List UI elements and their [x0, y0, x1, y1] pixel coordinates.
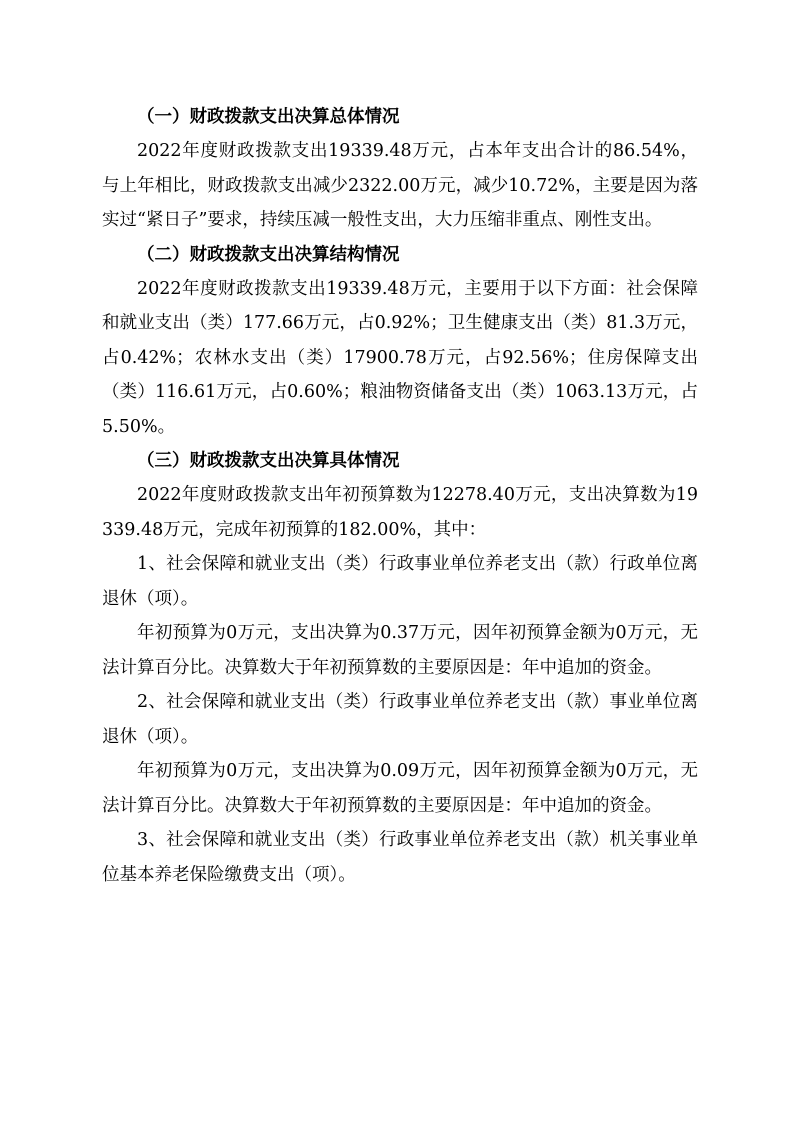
- paragraph-item-2-body: 年初预算为0万元，支出决算为0.09万元，因年初预算金额为0万元，无法计算百分比。决算数大于年初预算数的主要原因是：年中追加的资金。: [102, 761, 698, 816]
- section-heading-details: （三）财政拨款支出决算具体情况: [137, 451, 400, 471]
- section-heading-structure: （二）财政拨款支出决算结构情况: [137, 244, 400, 265]
- section-heading-overall: （一）财政拨款支出决算总体情况: [137, 107, 400, 127]
- paragraph-item-1-title: 1、社会保障和就业支出（类）行政事业单位养老支出（款）行政单位离退休（项）。: [102, 554, 698, 609]
- paragraph-structure: 2022年度财政拨款支出19339.48万元，主要用于以下方面：社会保障和就业支出（类）177.66万元，占0.92%；卫生健康支出（类）81.3万元，占0.42%；农林水支出（类）17900.78万元，占92.56%；住房保障支出（类）116.61万元，占0.60%；粮油物资储备支出（类）1063.13万元，占5.50%。: [102, 278, 698, 437]
- paragraph-item-3-title: 3、社会保障和就业支出（类）行政事业单位养老支出（款）机关事业单位基本养老保险缴费支出（项）。: [102, 830, 698, 885]
- paragraph-item-2-title: 2、社会保障和就业支出（类）行政事业单位养老支出（款）事业单位离退休（项）。: [102, 692, 698, 747]
- paragraph-overall: 2022年度财政拨款支出19339.48万元，占本年支出合计的86.54%，与上年相比，财政拨款支出减少2322.00万元，减少10.72%，主要是因为落实过“紧日子”要求，持续压减一般性支出，大力压缩非重点、刚性支出。: [102, 141, 698, 230]
- paragraph-item-1-body: 年初预算为0万元，支出决算为0.37万元，因年初预算金额为0万元，无法计算百分比。决算数大于年初预算数的主要原因是：年中追加的资金。: [102, 623, 698, 678]
- document-page: [102, 100, 698, 892]
- paragraph-details-intro: 2022年度财政拨款支出年初预算数为12278.40万元，支出决算数为19339.48万元，完成年初预算的182.00%，其中：: [102, 485, 698, 540]
